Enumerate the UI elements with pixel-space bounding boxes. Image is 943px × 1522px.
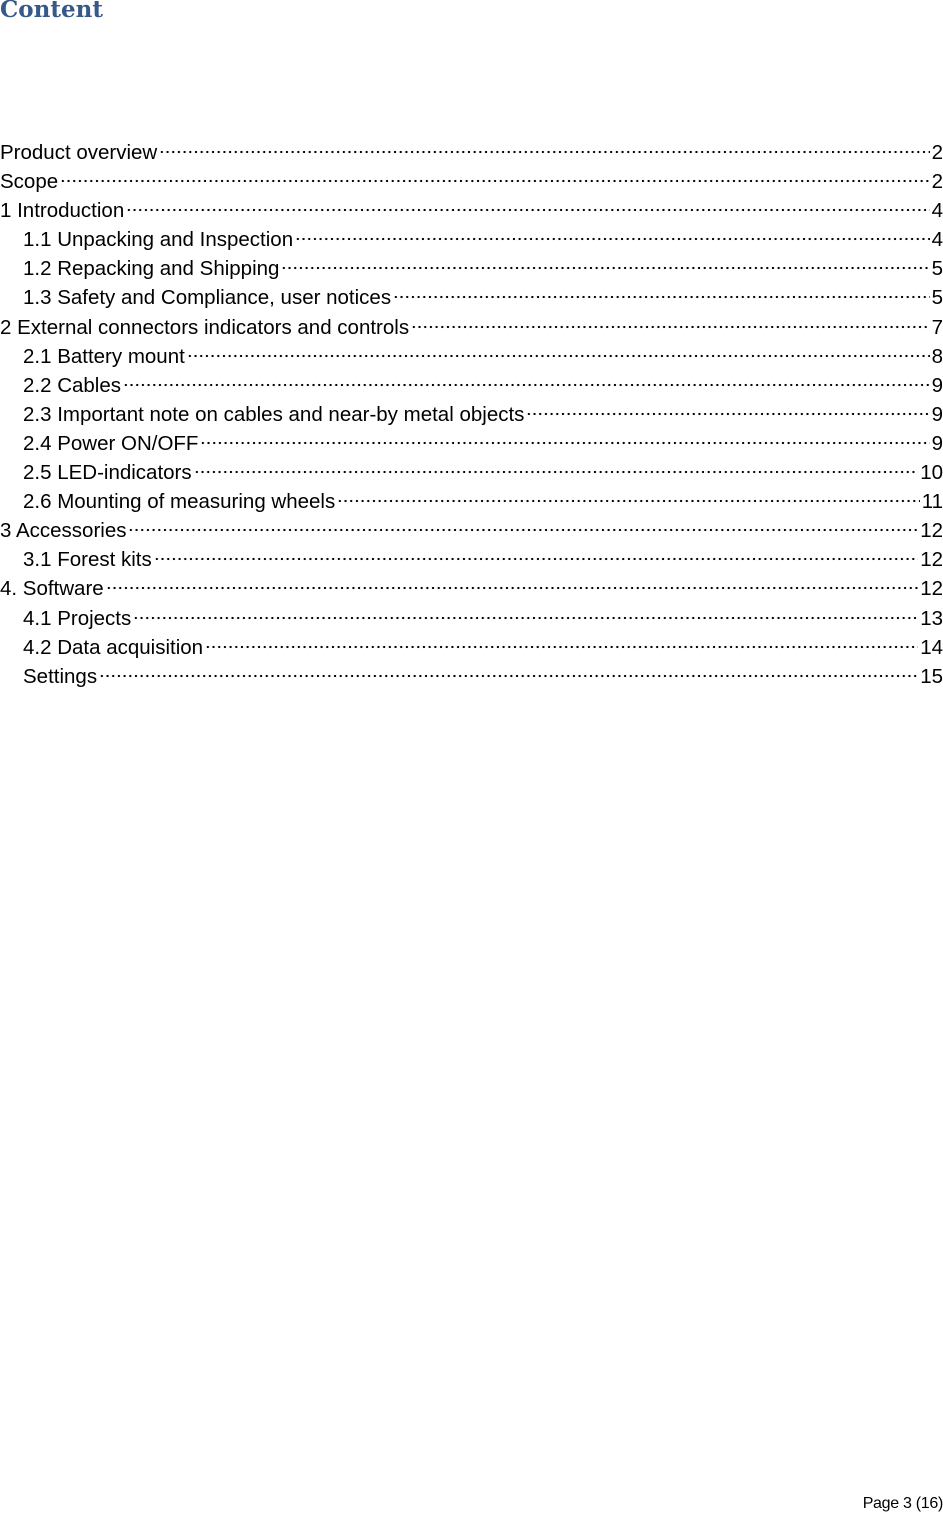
toc-entry[interactable] xyxy=(0,167,943,196)
toc-entry-label: 4. Software xyxy=(0,577,104,601)
toc-dot-leader xyxy=(133,616,918,620)
page-title: Content xyxy=(0,0,103,23)
toc-entry-label: 3 Accessories xyxy=(0,519,127,543)
toc-entry-page: 13 xyxy=(920,606,943,630)
toc-entry-page: 8 xyxy=(931,344,943,368)
toc-entry-page: 2 xyxy=(931,141,943,164)
toc-entry-label: 1 Introduction xyxy=(0,199,125,223)
toc-entry-label: 2.2 Cables xyxy=(23,373,122,397)
toc-entry-page: 9 xyxy=(931,431,943,455)
toc-entry[interactable] xyxy=(0,254,943,283)
toc-dot-leader xyxy=(154,557,918,561)
toc-entry-page: 10 xyxy=(920,461,943,485)
toc-dot-leader xyxy=(526,412,929,416)
toc-entry-label: Product overview xyxy=(0,141,158,164)
toc-dot-leader xyxy=(106,586,918,590)
toc-dot-leader xyxy=(411,325,930,329)
table-of-contents xyxy=(0,138,943,691)
toc-entry-page: 5 xyxy=(931,286,943,310)
toc-entry-label: 2.1 Battery mount xyxy=(23,344,185,368)
toc-entry-label: Scope xyxy=(0,170,59,194)
toc-dot-leader xyxy=(99,674,918,678)
toc-entry-page: 5 xyxy=(931,257,943,281)
toc-entry-page: 4 xyxy=(931,199,943,223)
toc-entry-page: 9 xyxy=(931,402,943,426)
toc-dot-leader xyxy=(128,528,918,532)
toc-entry-label: 2.4 Power ON/OFF xyxy=(23,431,199,455)
toc-dot-leader xyxy=(123,383,930,387)
toc-entry-label: 1.2 Repacking and Shipping xyxy=(23,257,280,281)
toc-dot-leader xyxy=(200,441,929,445)
toc-dot-leader xyxy=(194,470,919,474)
toc-entry[interactable] xyxy=(0,138,943,167)
toc-entry[interactable] xyxy=(0,400,943,429)
toc-entry-label: 1.1 Unpacking and Inspection xyxy=(23,228,294,252)
toc-entry-page: 12 xyxy=(920,548,943,572)
toc-entry-label: 2.5 LED-indicators xyxy=(23,461,192,485)
toc-entry-page: 9 xyxy=(931,373,943,397)
toc-entry[interactable] xyxy=(0,516,943,545)
toc-dot-leader xyxy=(295,237,929,241)
toc-entry[interactable] xyxy=(0,574,943,603)
toc-entry-label: 3.1 Forest kits xyxy=(23,548,152,572)
toc-entry[interactable] xyxy=(0,371,943,400)
toc-entry[interactable] xyxy=(0,633,943,662)
toc-entry-page: 2 xyxy=(931,170,943,194)
toc-entry-label: 2.3 Important note on cables and near-by metal objects xyxy=(23,402,525,426)
toc-entry-label: 4.1 Projects xyxy=(23,606,132,630)
page-number-footer: Page 3 (16) xyxy=(862,1495,943,1512)
toc-entry-page: 4 xyxy=(931,228,943,252)
toc-entry[interactable] xyxy=(0,225,943,254)
toc-entry[interactable] xyxy=(0,487,943,516)
toc-entry-label: 4.2 Data acquisition xyxy=(23,635,204,659)
toc-entry[interactable] xyxy=(0,429,943,458)
toc-entry[interactable] xyxy=(0,313,943,342)
toc-entry-page: 7 xyxy=(931,315,943,339)
toc-entry[interactable] xyxy=(0,458,943,487)
toc-entry-label: 1.3 Safety and Compliance, user notices xyxy=(23,286,392,310)
toc-dot-leader xyxy=(393,295,930,299)
toc-dot-leader xyxy=(159,150,929,154)
toc-entry-label: Settings xyxy=(23,664,98,688)
toc-entry[interactable] xyxy=(0,662,943,691)
toc-entry-page: 11 xyxy=(921,490,943,514)
toc-entry[interactable] xyxy=(0,545,943,574)
toc-entry[interactable] xyxy=(0,283,943,312)
toc-dot-leader xyxy=(60,179,929,183)
toc-dot-leader xyxy=(281,266,929,270)
toc-entry[interactable] xyxy=(0,196,943,225)
toc-entry-label: 2.6 Mounting of measuring wheels xyxy=(23,490,336,514)
toc-dot-leader xyxy=(205,645,918,649)
toc-dot-leader xyxy=(126,208,929,212)
toc-entry-page: 12 xyxy=(920,519,943,543)
toc-entry[interactable] xyxy=(0,604,943,633)
toc-entry-label: 2 External connectors indicators and controls xyxy=(0,315,410,339)
toc-entry-page: 15 xyxy=(920,664,943,688)
toc-entry-page: 14 xyxy=(920,635,943,659)
toc-dot-leader xyxy=(337,499,919,503)
toc-entry-page: 12 xyxy=(920,577,943,601)
toc-dot-leader xyxy=(187,354,930,358)
toc-entry[interactable] xyxy=(0,342,943,371)
